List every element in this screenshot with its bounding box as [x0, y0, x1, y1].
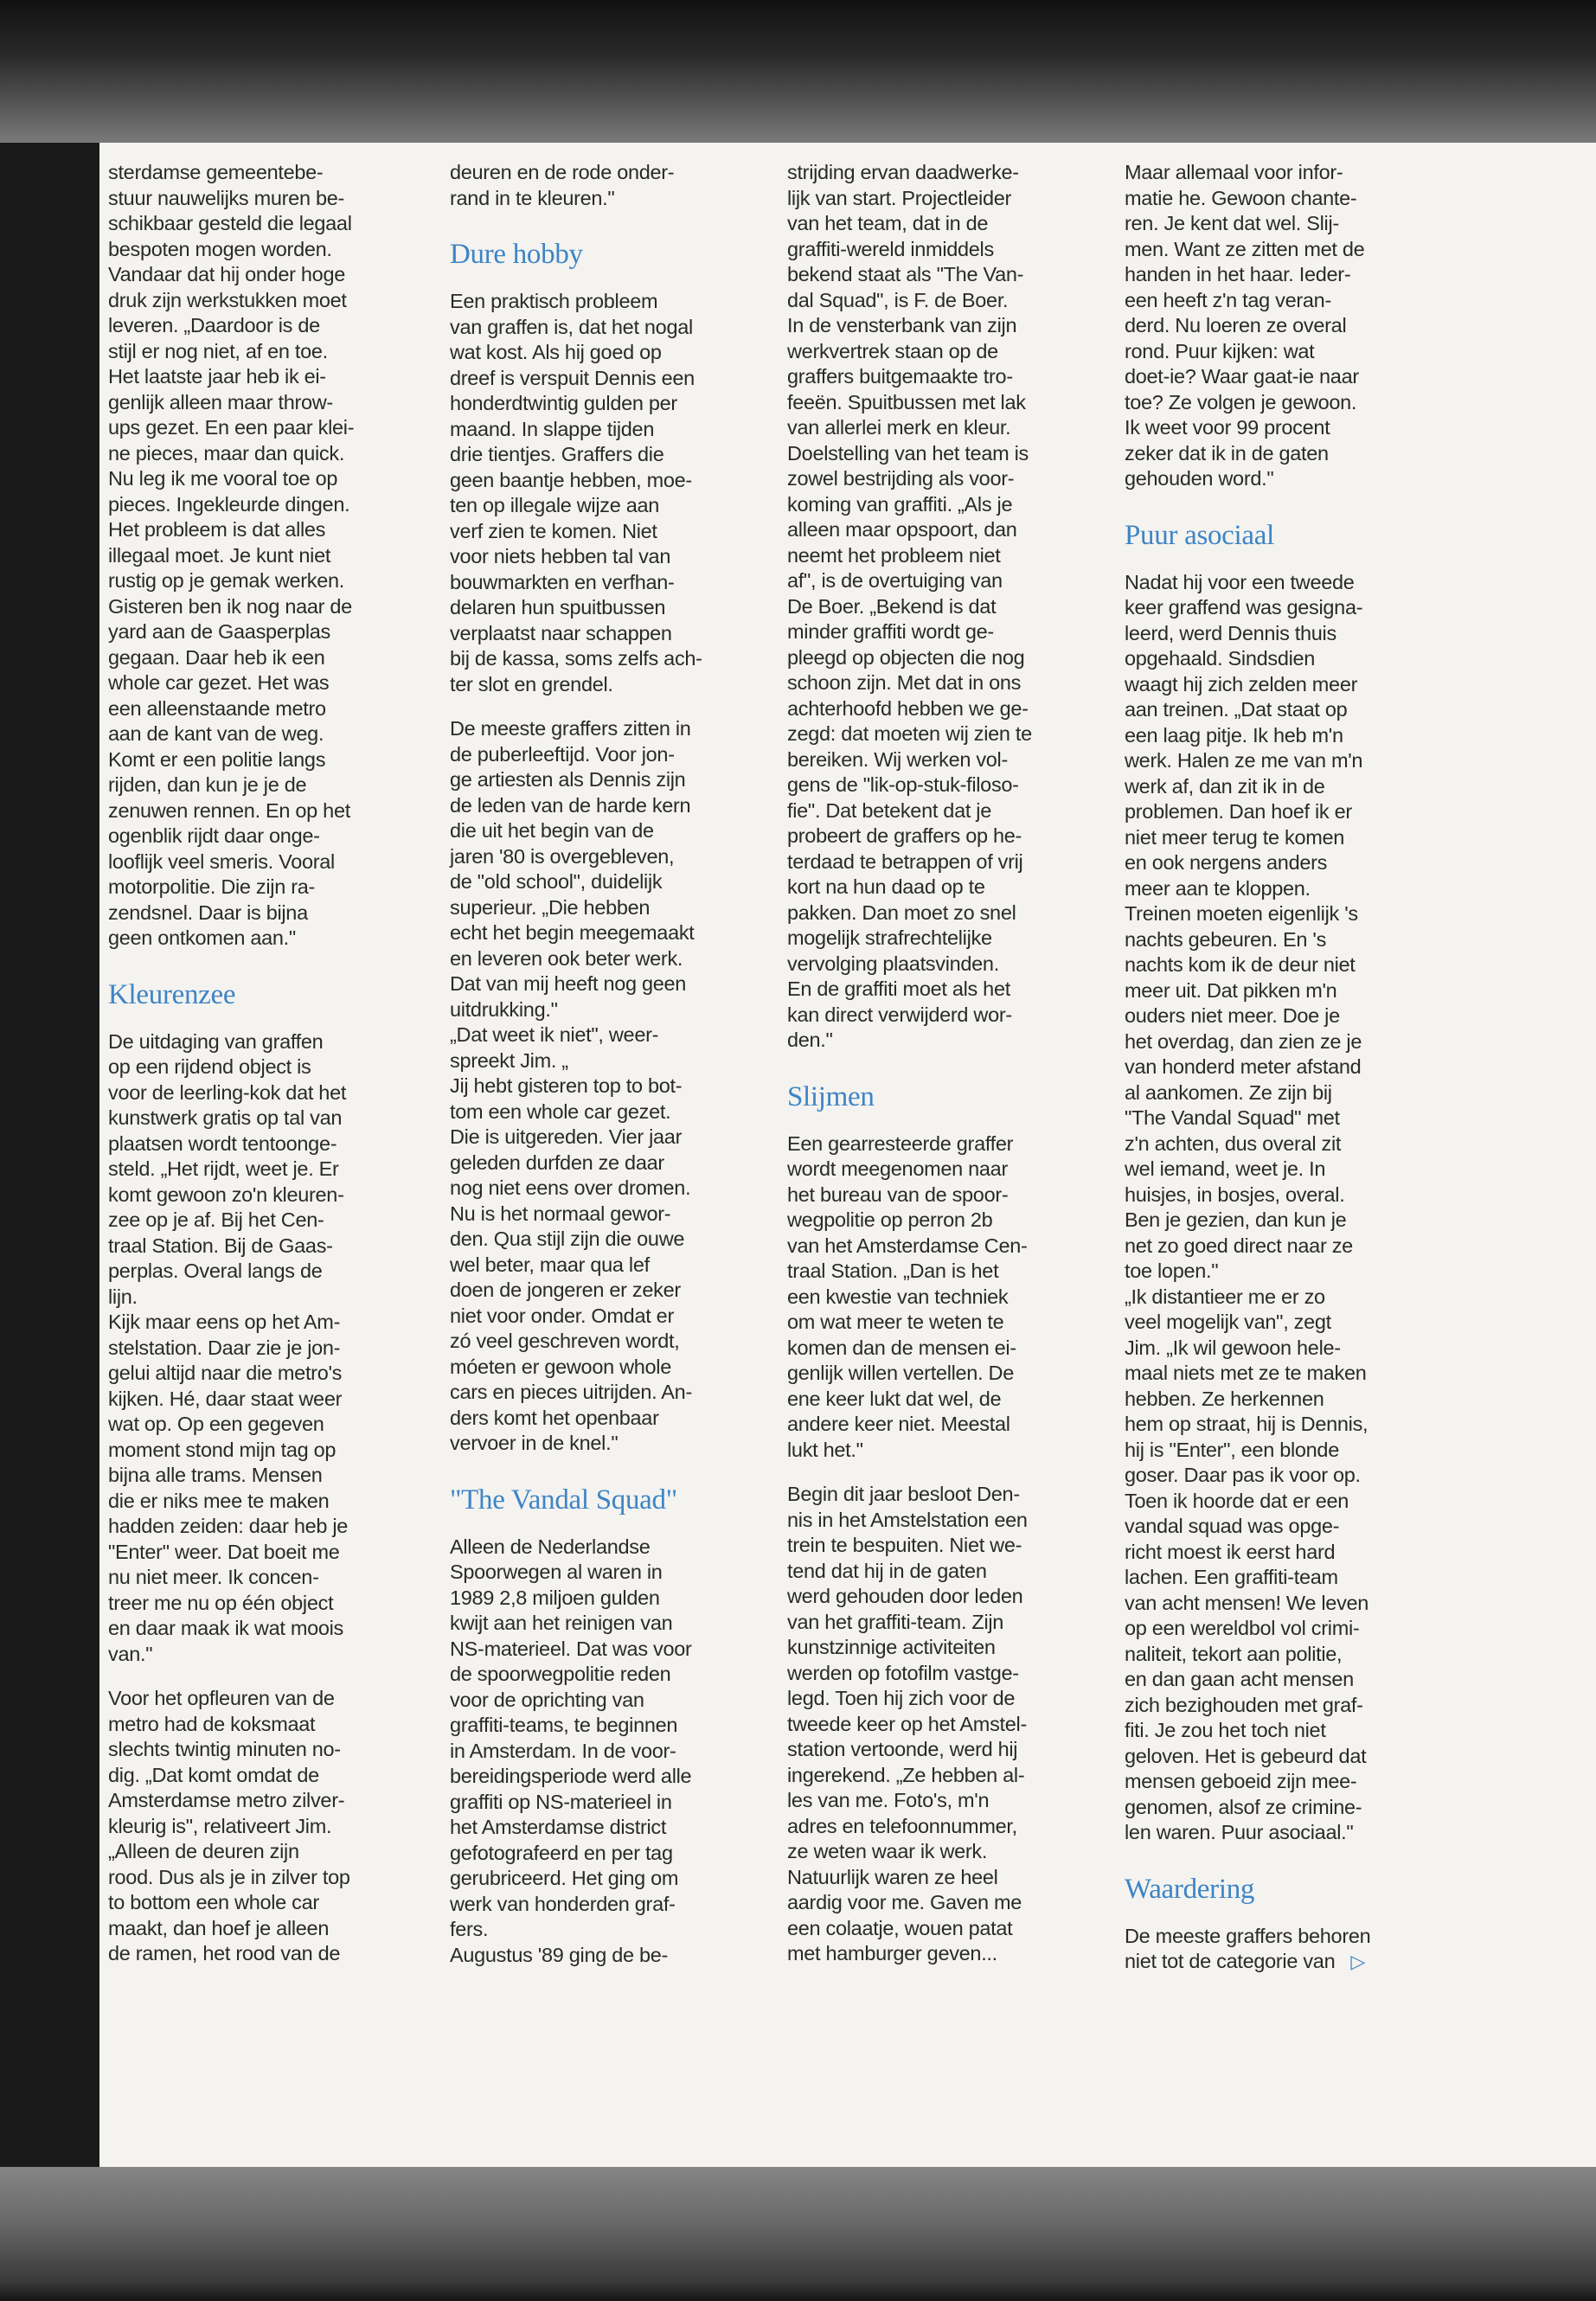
article-paragraph	[450, 716, 753, 1457]
magazine-page	[99, 143, 1596, 2167]
paragraph-text: De uitdaging van graffen op een rijdend object is voor de leerling-kok dat het kunstwerk gratis op tal van plaatsen wordt tentoonge- steld. „Het rijdt, weet je. Er komt gewoon zo'n kleuren- zee op je af. Bij het Cen- traal Station. Bij de Gaas- perplas. Overal langs de lijn. Kijk maar eens op het Am- stelstation. Daar zie je jon- gelui altijd naar die metro's kijken. Hé, daar staat weer wat op. Op een gegeven moment stond mijn tag op bijna alle trams. Mensen die er niks mee te maken hadden zeiden: daar heb je "Enter" weer. Dat boeit me nu niet meer. Ik concen- treer me nu op één object en daar maak ik wat moois van."	[108, 1029, 349, 1665]
paragraph-text: Een praktisch probleem van graffen is, dat het nogal wat kost. Als hij goed op dreef is verspuit Dennis een honderdtwintig gulden per maand. In slappe tijden drie tientjes. Graffers die geen baantje hebben, moe- ten op illegale wijze aan verf zien te komen. Niet voor niets hebben tal van bouwmarkten en verfhan- delaren hun spuitbussen verplaatst naar schappen bij de kassa, soms zelfs ach- ter slot en grendel.	[450, 290, 702, 695]
article-paragraph	[1125, 1924, 1427, 1975]
section-heading	[450, 237, 753, 272]
article-paragraph	[1125, 570, 1427, 1846]
paragraph-text: Maar allemaal voor infor- matie he. Gewoon chante- ren. Je kent dat wel. Slij- men. Want ze zitten met de handen in het haar. Ieder- een heeft z'n tag veran- derd. Nu loeren ze overal rond. Puur kijken: wat doet-ie? Waar gaat-ie naar toe? Ze volgen je gewoon. Ik weet voor 99 procent zeker dat ik in de gaten gehouden word."	[1125, 161, 1365, 490]
section-heading-text: "The Vandal Squad"	[450, 1484, 677, 1516]
section-heading-text: Puur asociaal	[1125, 519, 1274, 551]
article-column-1	[108, 160, 411, 1986]
section-heading	[787, 1080, 1090, 1114]
paragraph-text: strijding ervan daadwerke- lijk van start. Projectleider van het team, dat in de graffiti-wereld inmiddels bekend staat als "The Van- dal Squad", is F. de Boer. In de vensterbank van zijn werkvertrek staan op de graffers buitgemaakte tro- feeën. Spuitbussen met lak van allerlei merk en kleur. Doelstelling van het team is zowel bestrijding als voor- koming van graffiti. „Als je alleen maar opspoort, dan neemt het probleem niet af", is de overtuiging van De Boer. „Bekend is dat minder graffiti wordt ge- pleegd op objecten die nog schoon zijn. Met dat in ons achterhoofd hebben we ge- zegd: dat moeten wij zien te bereiken. Wij werken vol- gens de "lik-op-stuk-filoso- fie". Dat betekent dat je probeert de graffers op he- terdaad te betrappen of vrij kort na hun daad op te pakken. Dan moet zo snel mogelijk strafrechtelijke vervolging plaatsvinden. En de graffiti moet als het kan direct verwijderd wor- den."	[787, 161, 1032, 1051]
section-heading-text: Dure hobby	[450, 239, 583, 270]
section-heading-text: Waardering	[1125, 1873, 1255, 1905]
top-scan-shadow	[0, 0, 1596, 143]
article-paragraph	[787, 1482, 1090, 1967]
paragraph-text: Voor het opfleuren van de metro had de koksmaat slechts twintig minuten no- dig. „Dat komt omdat de Amsterdamse metro zilver- kleurig is", relativeert Jim. „Alleen de deuren zijn rood. Dus als je in zilver top to bottom een whole car maakt, dan hoef je alleen de ramen, het rood van de	[108, 1687, 350, 1965]
article-paragraph	[108, 160, 411, 952]
continue-arrow-icon: ▷	[1350, 1951, 1365, 1972]
section-heading	[108, 977, 411, 1012]
section-heading	[1125, 518, 1427, 553]
article-paragraph	[450, 1535, 753, 1969]
article-column-4	[1125, 160, 1427, 1994]
article-paragraph	[108, 1029, 411, 1668]
article-paragraph	[450, 160, 753, 211]
article-paragraph	[1125, 160, 1427, 492]
section-heading-text: Slijmen	[787, 1080, 875, 1112]
section-heading	[1125, 1872, 1427, 1907]
paragraph-text: Nadat hij voor een tweede keer graffend was gesigna- leerd, werd Dennis thuis opgehaald. Sindsdien waagt hij zich zelden meer aan treinen. „Dat staat op een laag pitje. Ik heb m'n werk. Halen ze me van m'n werk af, dan zit ik in de problemen. Dan hoef ik er niet meer terug te komen en ook nergens anders meer aan te kloppen. Treinen moeten eigenlijk 's nachts gebeuren. En 's nachts kom ik de deur niet meer uit. Dat pikken m'n ouders niet meer. Doe je het overdag, dan zien ze je van honderd meter afstand al aankomen. Ze zijn bij "The Vandal Squad" met z'n achten, dus overal zit wel iemand, weet je. In huisjes, in bosjes, overal. Ben je gezien, dan kun je net zo goed direct naar ze toe lopen." „Ik distantieer me er zo veel mogelijk van", zegt Jim. „Ik wil gewoon hele- maal niets met ze te maken hebben. Ze herkennen hem op straat, hij is Dennis, hij is "Enter", een blonde goser. Daar pas ik voor op. Toen ik hoorde dat er een vandal squad was opge- richt moest ik eerst hard lachen. Een graffiti-team van acht mensen! We leven op een wereldbol vol crimi- naliteit, tekort aan politie, en dan gaan acht mensen zich bezighouden met graf- fiti. Je zou het toch niet geloven. Het is gebeurd dat mensen geboeid zijn mee- genomen, alsof ze crimine- len waren. Puur asociaal."	[1125, 570, 1369, 1843]
article-column-3	[787, 160, 1090, 1986]
article-paragraph	[450, 289, 753, 697]
article-paragraph	[787, 160, 1090, 1054]
paragraph-text: Begin dit jaar besloot Den- nis in het Amstelstation een trein te bespuiten. Niet we- tend dat hij in de gaten werd gehouden door leden van het graffiti-team. Zijn kunstzinnige activiteiten werden op fotofilm vastge- legd. Toen hij zich voor de tweede keer op het Amstel- station vertoonde, werd hij ingerekend. „Ze hebben al- les van me. Foto's, m'n adres en telefoonnummer, ze weten waar ik werk. Natuurlijk waren ze heel aardig voor me. Gaven me een colaatje, wouen patat met hamburger geven...	[787, 1483, 1028, 1965]
paragraph-text: sterdamse gemeentebe- stuur nauwelijks muren be- schikbaar gesteld die legaal bespoten mogen worden. Vandaar dat hij onder hoge druk zijn werkstukken moet leveren. „Daardoor is de stijl er nog niet, af en toe. Het laatste jaar heb ik ei- genlijk alleen maar throw- ups gezet. En een paar klei- ne pieces, maar dan quick. Nu leg ik me vooral toe op pieces. Ingekleurde dingen. Het probleem is dat alles illegaal moet. Je kunt niet rustig op je gemak werken. Gisteren ben ik nog naar de yard aan de Gaasperplas gegaan. Daar heb ik een whole car gezet. Het was een alleenstaande metro aan de kant van de weg. Komt er een politie langs rijden, dan kun je je de zenuwen rennen. En op het ogenblik rijdt daar onge- looflijk veel smeris. Vooral motorpolitie. Die zijn ra- zendsnel. Daar is bijna geen ontkomen aan."	[108, 161, 355, 949]
article-paragraph	[787, 1131, 1090, 1464]
paragraph-text: De meeste graffers zitten in de puberleeftijd. Voor jon- ge artiesten als Dennis zijn de leden van de harde kern die uit het begin van de jaren '80 is overgebleven, de "old school", duidelijk superieur. „Die hebben echt het begin meegemaakt en leveren ook beter werk. Dat van mij heeft nog geen uitdrukking." „Dat weet ik niet", weer- spreekt Jim. „ Jij hebt gisteren top to bot- tom een whole car gezet. Die is uitgereden. Vier jaar geleden durfden ze daar nog niet eens over dromen. Nu is het normaal gewor- den. Qua stijl zijn die ouwe wel beter, maar qua lef doen de jongeren er zeker niet voor onder. Omdat er zó veel geschreven wordt, móeten er gewoon whole cars en pieces uitrijden. An- ders komt het openbaar vervoer in de knel."	[450, 717, 695, 1454]
bottom-scan-band	[0, 2167, 1596, 2301]
paragraph-text: deuren en de rode onder- rand in te kleuren."	[450, 161, 675, 209]
paragraph-text: Alleen de Nederlandse Spoorwegen al waren in 1989 2,8 miljoen gulden kwijt aan het reinigen van NS-materieel. Dat was voor de spoorwegpolitie reden voor de oprichting van graffiti-teams, te beginnen in Amsterdam. In de voor- bereidingsperiode werd alle graffiti op NS-materieel in het Amsterdamse district gefotografeerd en per tag gerubriceerd. Het ging om werk van honderden graf- fers. Augustus '89 ging de be-	[450, 1535, 692, 1966]
article-paragraph	[108, 1686, 411, 1967]
paragraph-text: Een gearresteerde graffer wordt meegenomen naar het bureau van de spoor- wegpolitie op perron 2b van het Amsterdamse Cen- traal Station. „Dan is het een kwestie van techniek om wat meer te weten te komen dan de mensen ei- genlijk willen vertellen. De ene keer lukt dat wel, de andere keer niet. Meestal lukt het."	[787, 1131, 1028, 1461]
section-heading	[450, 1483, 753, 1517]
article-column-2	[450, 160, 753, 1987]
section-heading-text: Kleurenzee	[108, 978, 236, 1010]
paragraph-text: De meeste graffers behoren niet tot de categorie van	[1125, 1924, 1371, 1972]
